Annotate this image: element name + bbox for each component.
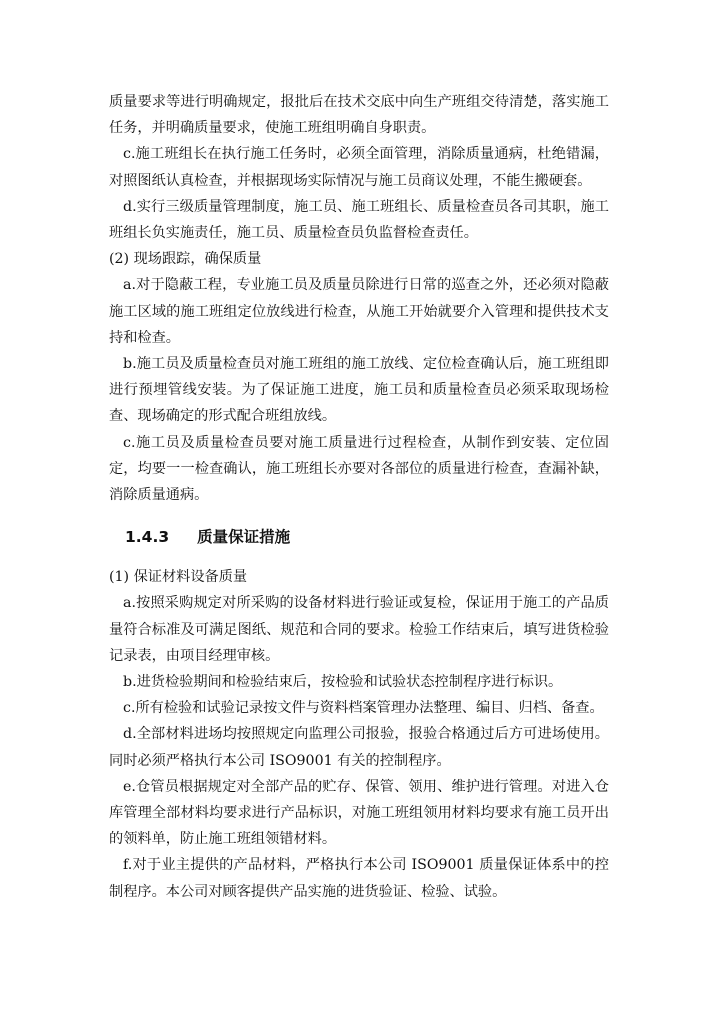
subheading-site-tracking: (2) 现场跟踪，确保质量 (109, 251, 262, 268)
paragraph-item-c-team-leader: c.施工班组长在执行施工任务时，必须全面管理，消除质量通病，杜绝错漏，对照图纸认真检查，并根据现场实际情况与施工员商议处理，不能生搬硬套。 (109, 146, 609, 189)
section-title: 质量保证措施 (197, 528, 291, 547)
paragraph-item-b-layout-check: b.施工员及质量检查员对施工班组的施工放线、定位检查确认后，施工班组即进行预埋管线安装。为了保证施工进度，施工员和质量检查员必须采取现场检查、现场确定的形式配合班组放线。 (109, 356, 609, 425)
paragraph-item-c-records-archiving: c.所有检验和试验记录按文件与资料档案管理办法整理、编目、归档、备查。 (123, 700, 604, 717)
paragraph-quality-requirements: 质量要求等进行明确规定，报批后在技术交底中向生产班组交待清楚，落实施工任务，并明确质量要求，使施工班组明确自身职责。 (109, 94, 609, 137)
paragraph-item-d-three-level-management: d.实行三级质量管理制度，施工员、施工班组长、质量检查员各司其职，施工班组长负实施责任，施工员、质量检查员负监督检查责任。 (109, 198, 609, 242)
paragraph-item-b-inspection-marking: b.进货检验期间和检验结束后，按检验和试验状态控制程序进行标识。 (123, 674, 563, 691)
paragraph-item-e-warehouse-management: e.仓管员根据规定对全部产品的贮存、保管、领用、维护进行管理。对进入仓库管理全部材料均要求进行产品标识，对施工班组领用材料均要求有施工员开出的领料单，防止施工班组领错材料。 (109, 778, 609, 848)
paragraph-item-a-procurement-verification: a.按照采购规定对所采购的设备材料进行验证或复检，保证用于施工的产品质量符合标准及可满足图纸、规范和合同的要求。检验工作结束后，填写进货检验记录表，由项目经理审核。 (109, 595, 609, 664)
paragraph-item-c-process-inspection: c.施工员及质量检查员要对施工质量进行过程检查，从制作到安装、定位固定，均要一一检查确认，施工班组长亦要对各部位的质量进行检查，查漏补缺，消除质量通病。 (109, 434, 609, 504)
section-heading (109, 525, 609, 549)
document-body (109, 89, 609, 905)
section-number: 1.4.3 (125, 528, 170, 547)
paragraph-item-a-concealed-works: a.对于隐蔽工程，专业施工员及质量员除进行日常的巡查之外，还必须对隐蔽施工区域的施工班组定位放线进行检查，从施工开始就要介入管理和提供技术支持和检查。 (109, 277, 609, 346)
paragraph-item-f-owner-supplied-materials: f.对于业主提供的产品材料，严格执行本公司 ISO9001 质量保证体系中的控制程序。本公司对顾客提供产品实施的进货验证、检验、试验。 (109, 857, 609, 900)
subheading-material-quality: (1) 保证材料设备质量 (109, 569, 248, 586)
paragraph-item-d-supervision-inspection: d.全部材料进场均按照规定向监理公司报验，报验合格通过后方可进场使用。同时必须严格执行本公司 ISO9001 有关的控制程序。 (109, 726, 609, 769)
